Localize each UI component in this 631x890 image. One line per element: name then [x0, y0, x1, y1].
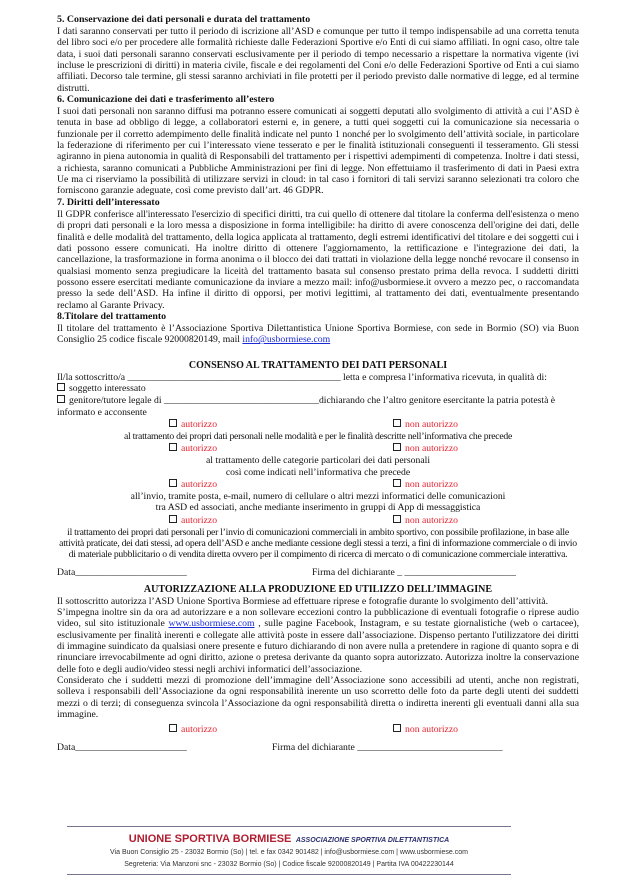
checkbox[interactable] [393, 515, 401, 523]
checkbox[interactable] [169, 419, 177, 427]
authorize-option[interactable]: autorizzo [169, 723, 217, 736]
consent-signature-row [57, 565, 579, 581]
website-link[interactable]: www.usbormiese.com [168, 618, 255, 630]
deny-option[interactable]: non autorizzo [393, 442, 458, 455]
deny-option[interactable]: non autorizzo [393, 478, 458, 491]
option-subject[interactable]: soggetto interessato [57, 383, 579, 394]
image-title: AUTORIZZAZIONE ALLA PRODUZIONE ED UTILIZZO DELL’IMMAGINE [143, 583, 493, 595]
authorize-option[interactable]: autorizzo [169, 478, 217, 491]
footer-secretariat: Segreteria: Via Manzoni snc - 23032 Bormio (So) | Codice fiscale 92000820149 | Partita IVA 00422230144 [124, 861, 454, 868]
org-subtitle: ASSOCIAZIONE SPORTIVA DILETTANTISTICA [295, 837, 450, 844]
checkbox[interactable] [169, 479, 177, 487]
checkbox[interactable] [393, 479, 401, 487]
consent-choice-row [57, 514, 579, 527]
signature-field[interactable]: Firma del dichiarante ______________________________ [272, 741, 503, 753]
consent-item-text: al trattamento delle categorie particolari dei dati personali così come indicati nell’informativa che precede [205, 455, 431, 478]
checkbox[interactable] [169, 515, 177, 523]
image-p1: Il sottoscritto autorizza l’ASD Unione Sportiva Bormiese ad effettuare riprese e fotografie durante lo svolgimento dell’attività. [57, 595, 549, 607]
consent-title: CONSENSO AL TRATTAMENTO DEI DATI PERSONALI [188, 359, 448, 371]
consent-item-text: all’invio, tramite posta, e-mail, numero di cellulare o altri mezzi informatici delle comunicazioni tra ASD ed associati, anche mediante inserimento in gruppi di App di messaggistica [130, 491, 506, 514]
checkbox[interactable] [57, 395, 65, 403]
checkbox[interactable] [393, 724, 401, 732]
deny-option[interactable]: non autorizzo [393, 514, 458, 527]
image-consent-row [57, 723, 579, 736]
signature-field[interactable]: Firma del dichiarante _ _______________________ [312, 566, 516, 578]
deny-option[interactable]: non autorizzo [393, 723, 458, 736]
checkbox[interactable] [393, 419, 401, 427]
consent-item-text: il trattamento dei propri dati personali per l’invio di comunicazioni commerciali in ambito sportivo, con possibile profilazione, in base alle attività praticate, dei dati stessi, ad opera dell’ASD e anche mediante cessione degli stessi a terzi, a fini di informazione commerciale o di invio di materiale pubblicitario o di vendita diretta ovvero per il compimento di ricerca di mercato o di comunicazione commerciale interattiva. [59, 526, 577, 561]
authorize-option[interactable]: autorizzo [169, 514, 217, 527]
section-7-text: Il GDPR conferisce all'interessato l'esercizio di specifici diritti, tra cui quello di ottenere dal titolare la conferma dell'esistenza o meno di propri dati personali e la loro messa a disposizione in forma intelligibile: ha diritto di avere conoscenza dell'origine dei dati, delle finalità e delle modalità del trattamento, della logica applicata al trattamento, degli estremi identificativi del titolare e dei soggetti cui i dati possono essere comunicati. Ha inoltre diritto di ottenere l'aggiornamento, la rettificazione e l'integrazione dei dati, la cancellazione, la trasformazione in forma anonima o il blocco dei dati trattati in violazione della legge nonché revocare il consenso in qualsiasi momento senza pregiudicare la liceità del trattamento basata sul consenso prestato prima della revoca. I suddetti diritti possono essere esercitati mediante comunicazione da inviare a mezzo mail: info@usbormiese.it ovvero a mezzo pec, o raccomandata presso la sede dell’ASD. Ha infine il diritto di opporsi, per motivi legittimi, al trattamento dei dati, eventualmente presentando reclamo al Garante Privacy. [57, 208, 579, 311]
section-6-text: I suoi dati personali non saranno diffusi ma potranno essere comunicati ai soggetti deputati allo svolgimento di attività a cui l’ASD è tenuta in base ad obbligo di legge, a collaboratori esterni e, in genere, a tutti quei soggetti cui la comunicazione sia necessaria o funzionale per il corretto adempimento delle finalità indicate nel punto 1 nonché per lo svolgimento dell’attività sociale, in particolare la federazione di riferimento per cui l’interessato viene tesserato e per le finalità istituzionali conseguenti il tesseramento. Gli stessi agiranno in piena autonomia in qualità di Responsabili del trattamento per i rispettivi adempimenti di competenza. Inoltre i dati stessi, a richiesta, saranno comunicati a Pubbliche Amministrazioni per fini di legge. Non effettuiamo il trasferimento di dati in Paesi extra Ue ma ci riserviamo la possibilità di utilizzare servizi in cloud: in tal caso i fornitori di tali servizi saranno selezionati tra coloro che forniscono garanzie adeguate, così come previsto dall’art. 46 GDPR. [57, 106, 579, 197]
consent-item-text: al trattamento dei propri dati personali nelle modalità e per le finalità descritte nell’informativa che precede [123, 430, 513, 442]
section-7-heading: 7. Diritti dell’interessato [57, 196, 160, 208]
section-5-heading: 5. Conservazione dei dati personali e durata del trattamento [57, 14, 311, 25]
date-field[interactable]: Data_______________________ [57, 566, 187, 578]
letterhead-footer [67, 826, 511, 875]
section-6-heading: 6. Comunicazione dei dati e trasferimento all’estero [57, 94, 275, 106]
org-name: UNIONE SPORTIVA BORMIESE [128, 833, 292, 845]
checkbox[interactable] [393, 443, 401, 451]
deny-option[interactable]: non autorizzo [393, 418, 458, 431]
image-signature-row [57, 740, 579, 756]
consent-choice-row [57, 418, 579, 431]
checkbox[interactable] [169, 443, 177, 451]
footer-address: Via Buon Consiglio 25 - 23032 Bormio (So) | tel. e fax 0342 901482 | info@usbormiese.com | www.usbormiese.com [110, 849, 468, 856]
authorize-option[interactable]: autorizzo [169, 442, 217, 455]
signer-line: Il/la sottoscritto/a ____________________________________________ letta e compresa l’informativa ricevuta, in qualità di: [57, 371, 547, 383]
document-page [57, 14, 579, 756]
checkbox[interactable] [169, 724, 177, 732]
image-p2: S’impegna inoltre sin da ora ad autorizzare e a non sollevare eccezioni contro la pubblicazione di eventuali fotografie o riprese audio video, sul sito istituzionale www.usbormiese.com , sulle pagine Facebook, Instagram, e su testate giornalistiche (web o cartacee), esclusivamente per finalità inerenti e collegate alle attività poste in essere dall’associazione. Dispenso pertanto l'utilizzatore dei diritti di immagine suindicato da qualsiasi onere presente e futuro dichiarando di non avere nulla a pretendere in ragione di quanto sopra e di rinunciare irrevocabilmente ad ogni diritto, azione o pretesa derivante da quanto sopra autorizzato. Autorizza inoltre la conservazione delle foto e degli audio/video stessi negli archivi informatici dell’associazione. [57, 607, 579, 675]
section-8-heading: 8.Titolare del trattamento [57, 310, 167, 322]
section-5-text: I dati saranno conservati per tutto il periodo di iscrizione all’ASD e comunque per tutto il tempo indispensabile ad una corretta tenuta del libro soci e/o per procedere alle formalità richieste dalle Federazioni Sportive e/o Enti di cui siamo affiliati. In ogni caso, oltre tale data, i suoi dati personali saranno conservati esclusivamente per il periodo di tempo necessario a rispettare la normativa vigente (ivi incluse le prescrizioni di diritti) in materia civile, fiscale e dei regolamenti del Coni e/o delle Federazioni Sportive od Enti a cui siamo affiliati. Decorso tale termine, gli stessi saranno archiviati in file protetti per il periodo previsto dalle normative di legge, ed al termine distrutti. [57, 26, 579, 94]
email-link[interactable]: info@usbormiese.com [242, 334, 331, 346]
option-guardian[interactable]: genitore/tutore legale di ________________________________dichiarando che l’altro genitore esercitante la patria potestà è informato e acconsente [57, 395, 556, 418]
checkbox[interactable] [57, 383, 65, 391]
consent-choice-row [57, 442, 579, 455]
date-field[interactable]: Data_______________________ [57, 741, 187, 753]
authorize-option[interactable]: autorizzo [169, 418, 217, 431]
section-8-text: Il titolare del trattamento è l’Associazione Sportiva Dilettantistica Unione Sportiva Bormiese, con sede in Bormio (SO) via Buon Consiglio 25 codice fiscale 92000820149, mail info@usbormiese.com [57, 322, 579, 346]
image-p3: Considerato che i suddetti mezzi di promozione dell’immagine dell’Associazione sono accessibili ad utenti, anche non registrati, solleva i responsabili dell’Associazione da ogni responsabilità inerente un uso scorretto delle foto da parte degli utenti dei suddetti mezzi o di terzi; di conseguenza svincola l’Associazione da ogni responsabilità diretta o indiretta inerenti gli eventuali danni alla sua immagine. [57, 675, 579, 721]
consent-choice-row [57, 478, 579, 491]
